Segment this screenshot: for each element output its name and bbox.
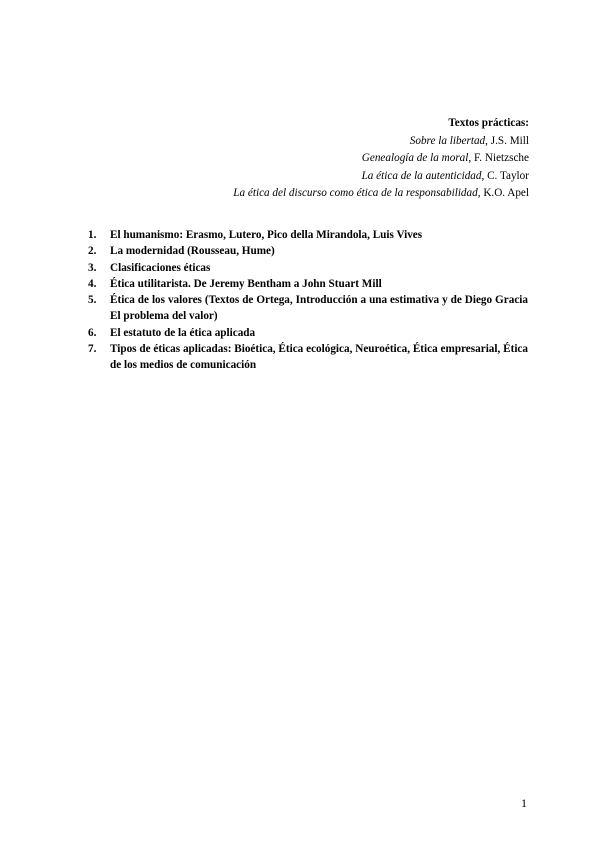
topics-list xyxy=(88,227,528,374)
topic-number: 1. xyxy=(88,229,97,241)
topic-number: 4. xyxy=(88,277,97,290)
topic-text: El estatuto de la ética aplicada xyxy=(110,326,256,339)
topic-item xyxy=(88,341,528,374)
practice-text-title: La ética de la autenticidad xyxy=(361,169,482,182)
topic-text: El humanismo: Erasmo, Lutero, Pico della Mirandola, Luis Vives xyxy=(110,229,423,241)
practice-text-title: Genealogía de la moral xyxy=(361,152,469,165)
practice-texts-heading: Textos prácticas: xyxy=(448,117,529,129)
topic-number: 5. xyxy=(88,294,97,307)
practice-text-author: , F. Nietzsche xyxy=(468,152,529,165)
topic-item xyxy=(88,276,528,292)
topic-number: 7. xyxy=(88,343,97,356)
page-number: 1 xyxy=(521,796,527,810)
topic-number: 6. xyxy=(88,326,97,339)
topic-item xyxy=(88,243,528,259)
practice-text-title: Sobre la libertad xyxy=(409,134,486,147)
topic-text: Ética utilitarista. De Jeremy Bentham a John Stuart Mill xyxy=(110,277,382,290)
topic-number: 2. xyxy=(88,245,97,258)
practice-text-author: , K.O. Apel xyxy=(477,187,529,200)
practice-text-item xyxy=(233,185,529,203)
practice-text-author: , C. Taylor xyxy=(481,169,529,182)
practice-text-title: La ética del discurso como ética de la responsabilidad xyxy=(233,187,478,200)
topic-text: Ética de los valores (Textos de Ortega, Introducción a una estimativa y de Diego Gracia El problema del valor) xyxy=(110,294,528,323)
practice-texts-block xyxy=(233,115,529,203)
topic-item xyxy=(88,292,528,325)
topic-text: Clasificaciones éticas xyxy=(110,261,211,274)
topic-text: Tipos de éticas aplicadas: Bioética, Ética ecológica, Neuroética, Ética empresarial, Ética de los medios de comunicación xyxy=(110,343,528,372)
topic-number: 3. xyxy=(88,261,97,274)
practice-text-author: , J.S. Mill xyxy=(485,134,529,147)
topic-item xyxy=(88,260,528,276)
topic-text: La modernidad (Rousseau, Hume) xyxy=(110,245,275,258)
practice-text-item xyxy=(233,133,529,151)
practice-text-item xyxy=(233,168,529,186)
practice-text-item xyxy=(233,150,529,168)
topic-item xyxy=(88,325,528,341)
topic-item xyxy=(88,227,528,243)
